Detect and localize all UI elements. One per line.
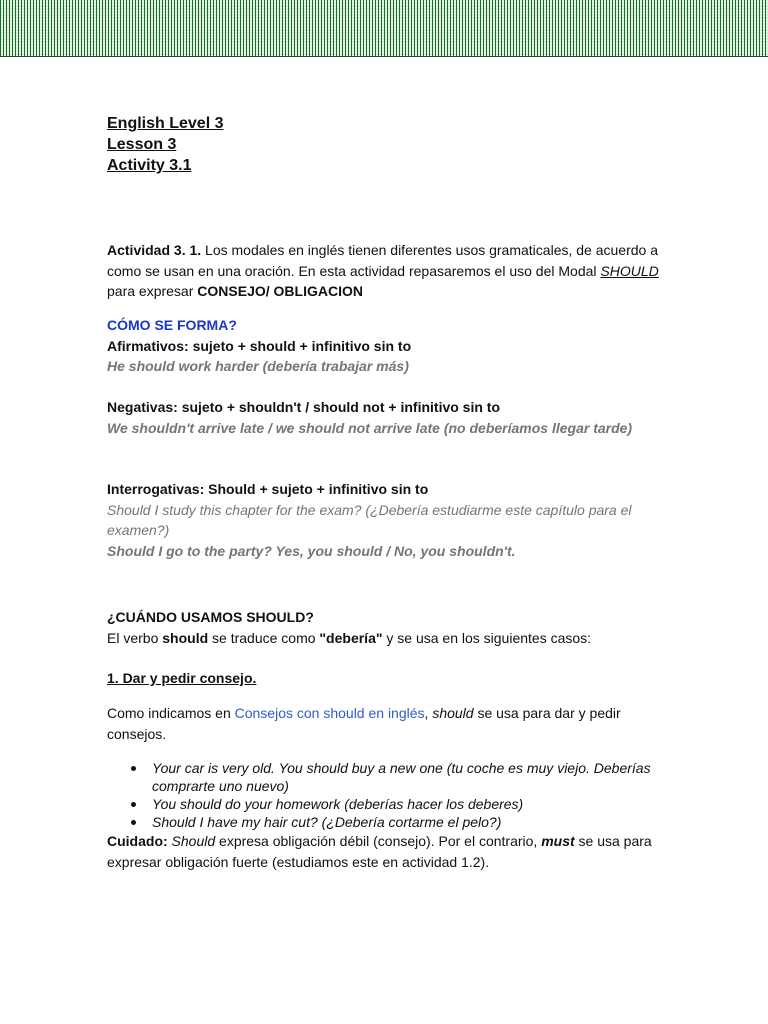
intro-paragraph xyxy=(107,240,667,302)
cuando-should: should xyxy=(162,629,209,646)
interrogativas-example-2: Should I go to the party? Yes, you should / No, you shouldn't. xyxy=(107,542,516,559)
negativas-example: We shouldn't arrive late / we should not arrive late (no deberíamos llegar tarde) xyxy=(107,419,633,436)
section-1-text-2: , xyxy=(424,705,433,721)
intro-strong: CONSEJO/ OBLIGACION xyxy=(197,283,363,299)
bullet-text: You should do your homework (deberías hacer los deberes) xyxy=(152,796,524,812)
bullet-icon xyxy=(131,766,136,771)
cuidado-should: Should xyxy=(171,833,216,849)
cuando-deberia: "debería" xyxy=(319,629,383,646)
intro-text: Los modales en inglés tienen diferentes usos gramaticales, de acuerdo a como se usan en una oración. En esta actividad repasaremos el uso del Modal xyxy=(107,242,658,279)
section-1-title: 1. Dar y pedir consejo. xyxy=(107,670,257,686)
bullet-icon xyxy=(131,802,136,807)
heading-level: English Level 3 xyxy=(107,115,224,132)
consejos-link[interactable]: Consejos con should en inglés xyxy=(234,705,425,721)
interrogativas-rule: Interrogativas: Should + sujeto + infinitivo sin to xyxy=(107,481,429,497)
advice-bullet-list xyxy=(107,759,667,831)
header-pattern-banner xyxy=(0,0,768,57)
cuidado-must: must xyxy=(541,833,575,849)
cuando-text-1: El verbo xyxy=(107,629,163,646)
cuidado-paragraph xyxy=(107,831,667,872)
list-item xyxy=(107,795,667,813)
cuando-section xyxy=(107,607,667,648)
como-title: CÓMO SE FORMA? xyxy=(107,317,237,333)
cuidado-label: Cuidado: xyxy=(107,833,168,849)
section-1-paragraph xyxy=(107,703,667,744)
intro-text-2: para expresar xyxy=(107,283,198,299)
section-1-text-3: se usa para dar y pedir consejos. xyxy=(107,705,621,742)
intro-modal: SHOULD xyxy=(600,262,659,279)
bullet-text: Should I have my hair cut? (¿Debería cortarme el pelo?) xyxy=(152,814,502,830)
afirmativos-example: He should work harder (debería trabajar más) xyxy=(107,358,409,374)
afirmativos-rule: Afirmativos: sujeto + should + infinitivo sin to xyxy=(107,337,412,354)
cuando-paragraph xyxy=(107,628,667,649)
intro-label: Actividad 3. 1. xyxy=(107,242,202,258)
section-1-text-1: Como indicamos en xyxy=(107,705,235,721)
list-item xyxy=(107,813,667,831)
list-item xyxy=(107,759,667,795)
bullet-icon xyxy=(131,820,136,825)
como-se-forma-section xyxy=(107,315,667,377)
interrogativas-block xyxy=(107,479,667,561)
cuando-title: ¿CUÁNDO USAMOS SHOULD? xyxy=(107,609,314,625)
negativas-rule: Negativas: sujeto + shouldn't / should not + infinitivo sin to xyxy=(107,399,501,415)
cuando-text-3: y se usa en los siguientes casos: xyxy=(382,629,592,646)
bullet-text: Your car is very old. You should buy a new one (tu coche es muy viejo. Deberías comprarte uno nuevo) xyxy=(152,760,651,794)
section-1-should: should xyxy=(432,705,474,721)
cuidado-text-2: se usa para expresar obligación fuerte (estudiamos este en actividad 1.2). xyxy=(107,833,652,870)
cuidado-text-1: expresa obligación débil (consejo). Por el contrario, xyxy=(215,833,542,849)
heading-activity: Activity 3.1 xyxy=(107,157,192,174)
negativas-block xyxy=(107,397,667,438)
cuando-text-2: se traduce como xyxy=(208,629,320,646)
document-heading xyxy=(107,113,667,176)
interrogativas-example-1: Should I study this chapter for the exam? (¿Debería estudiarme este capítulo para el examen?) xyxy=(107,501,632,538)
heading-lesson: Lesson 3 xyxy=(107,136,177,153)
